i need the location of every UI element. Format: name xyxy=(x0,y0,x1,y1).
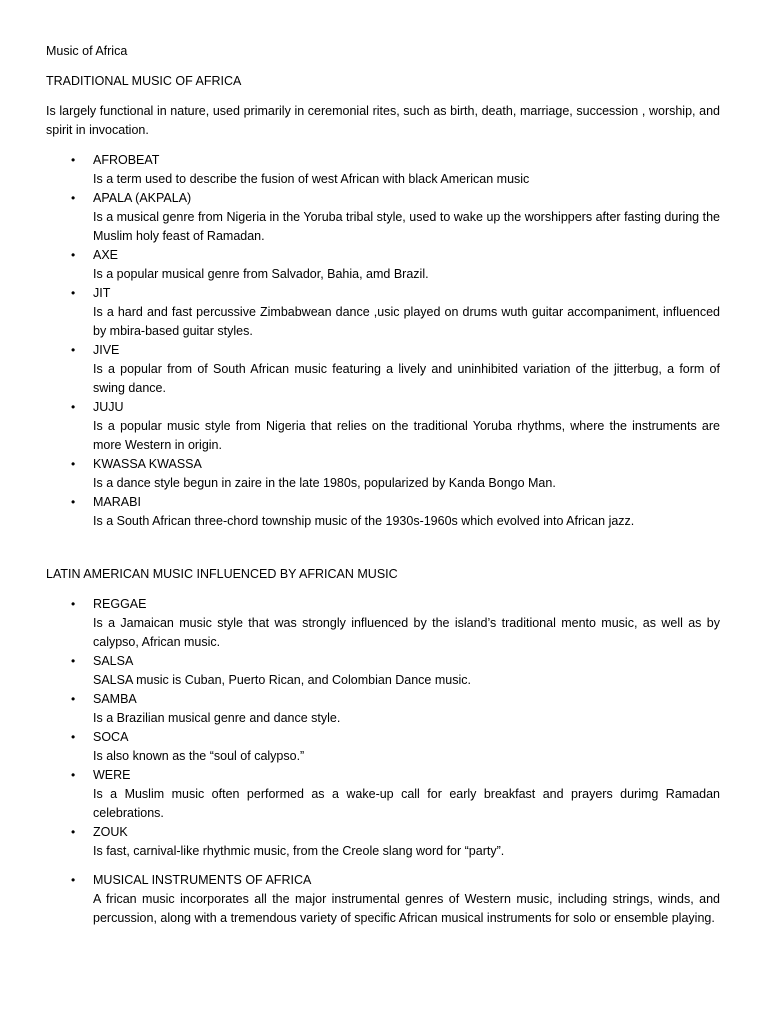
bullet-icon: • xyxy=(71,457,76,471)
item-title: KWASSA KWASSA xyxy=(93,457,202,471)
list-item xyxy=(46,284,720,341)
item-description: Is a popular from of South African music featuring a lively and uninhibited variation of the jitterbug, a form of swing dance. xyxy=(93,362,720,395)
bullet-icon: • xyxy=(71,654,76,668)
item-description: Is a musical genre from Nigeria in the Yoruba tribal style, used to wake up the worshippers after fasting during the Muslim holy feast of Ramadan. xyxy=(93,210,720,243)
list-item xyxy=(46,246,720,284)
list-item xyxy=(46,766,720,823)
item-description: Is a popular musical genre from Salvador, Bahia, amd Brazil. xyxy=(93,267,429,281)
item-description: A frican music incorporates all the major instrumental genres of Western music, including strings, winds, and percussion, along with a tremendous variety of specific African musical instruments for solo or ensemble playing. xyxy=(93,892,720,925)
item-title: MUSICAL INSTRUMENTS OF AFRICA xyxy=(93,873,312,887)
bullet-icon: • xyxy=(71,191,76,205)
section-intro-traditional: Is largely functional in nature, used primarily in ceremonial rites, such as birth, death, marriage, succession , worship, and spirit in invocation. xyxy=(46,104,720,137)
instruments-list xyxy=(46,871,720,928)
bullet-icon: • xyxy=(71,495,76,509)
list-item xyxy=(46,341,720,398)
item-description: Is a Muslim music often performed as a wake-up call for early breakfast and prayers durimg Ramadan celebrations. xyxy=(93,787,720,820)
bullet-icon: • xyxy=(71,597,76,611)
item-description: Is a term used to describe the fusion of west African with black American music xyxy=(93,172,530,186)
item-title: SOCA xyxy=(93,730,129,744)
item-title: JIVE xyxy=(93,343,120,357)
item-description: Is a popular music style from Nigeria that relies on the traditional Yoruba rhythms, where the instruments are more Western in origin. xyxy=(93,419,720,452)
item-description: Is a Brazilian musical genre and dance style. xyxy=(93,711,341,725)
list-item xyxy=(46,151,720,189)
bullet-icon: • xyxy=(71,825,76,839)
bullet-icon: • xyxy=(71,153,76,167)
bullet-icon: • xyxy=(71,768,76,782)
item-description: Is a hard and fast percussive Zimbabwean dance ,usic played on drums wuth guitar accompaniment, influenced by mbira-based guitar styles. xyxy=(93,305,720,338)
bullet-icon: • xyxy=(71,343,76,357)
section-spacer xyxy=(46,531,720,565)
item-title: REGGAE xyxy=(93,597,147,611)
item-title: SAMBA xyxy=(93,692,137,706)
item-title: APALA (AKPALA) xyxy=(93,191,192,205)
bullet-icon: • xyxy=(71,400,76,414)
item-title: JIT xyxy=(93,286,111,300)
item-description: Is a Jamaican music style that was strongly influenced by the island’s traditional mento music, as well as by calypso, African music. xyxy=(93,616,720,649)
item-title: AFROBEAT xyxy=(93,153,160,167)
list-item xyxy=(46,823,720,861)
item-description: Is fast, carnival-like rhythmic music, from the Creole slang word for “party”. xyxy=(93,844,505,858)
bullet-icon: • xyxy=(71,692,76,706)
item-title: AXE xyxy=(93,248,119,262)
list-item xyxy=(46,652,720,690)
item-title: MARABI xyxy=(93,495,141,509)
list-item xyxy=(46,493,720,531)
item-title: WERE xyxy=(93,768,131,782)
bullet-icon: • xyxy=(71,286,76,300)
latin-music-list xyxy=(46,595,720,861)
list-item xyxy=(46,189,720,246)
list-spacer xyxy=(46,861,720,871)
item-title: SALSA xyxy=(93,654,134,668)
bullet-icon: • xyxy=(71,873,76,887)
item-description: SALSA music is Cuban, Puerto Rican, and Colombian Dance music. xyxy=(93,673,471,687)
document-page xyxy=(46,42,720,928)
section-heading-traditional: TRADITIONAL MUSIC OF AFRICA xyxy=(46,74,242,88)
item-title: JUJU xyxy=(93,400,124,414)
list-item xyxy=(46,398,720,455)
item-title: ZOUK xyxy=(93,825,128,839)
list-item xyxy=(46,728,720,766)
list-item xyxy=(46,871,720,928)
bullet-icon: • xyxy=(71,248,76,262)
item-description: Is a South African three-chord township music of the 1930s-1960s which evolved into African jazz. xyxy=(93,514,635,528)
document-title: Music of Africa xyxy=(46,44,128,58)
bullet-icon: • xyxy=(71,730,76,744)
item-description: Is also known as the “soul of calypso.” xyxy=(93,749,305,763)
item-description: Is a dance style begun in zaire in the late 1980s, popularized by Kanda Bongo Man. xyxy=(93,476,556,490)
list-item xyxy=(46,595,720,652)
section-heading-latin: LATIN AMERICAN MUSIC INFLUENCED BY AFRICAN MUSIC xyxy=(46,567,398,581)
traditional-music-list xyxy=(46,151,720,531)
list-item xyxy=(46,455,720,493)
list-item xyxy=(46,690,720,728)
